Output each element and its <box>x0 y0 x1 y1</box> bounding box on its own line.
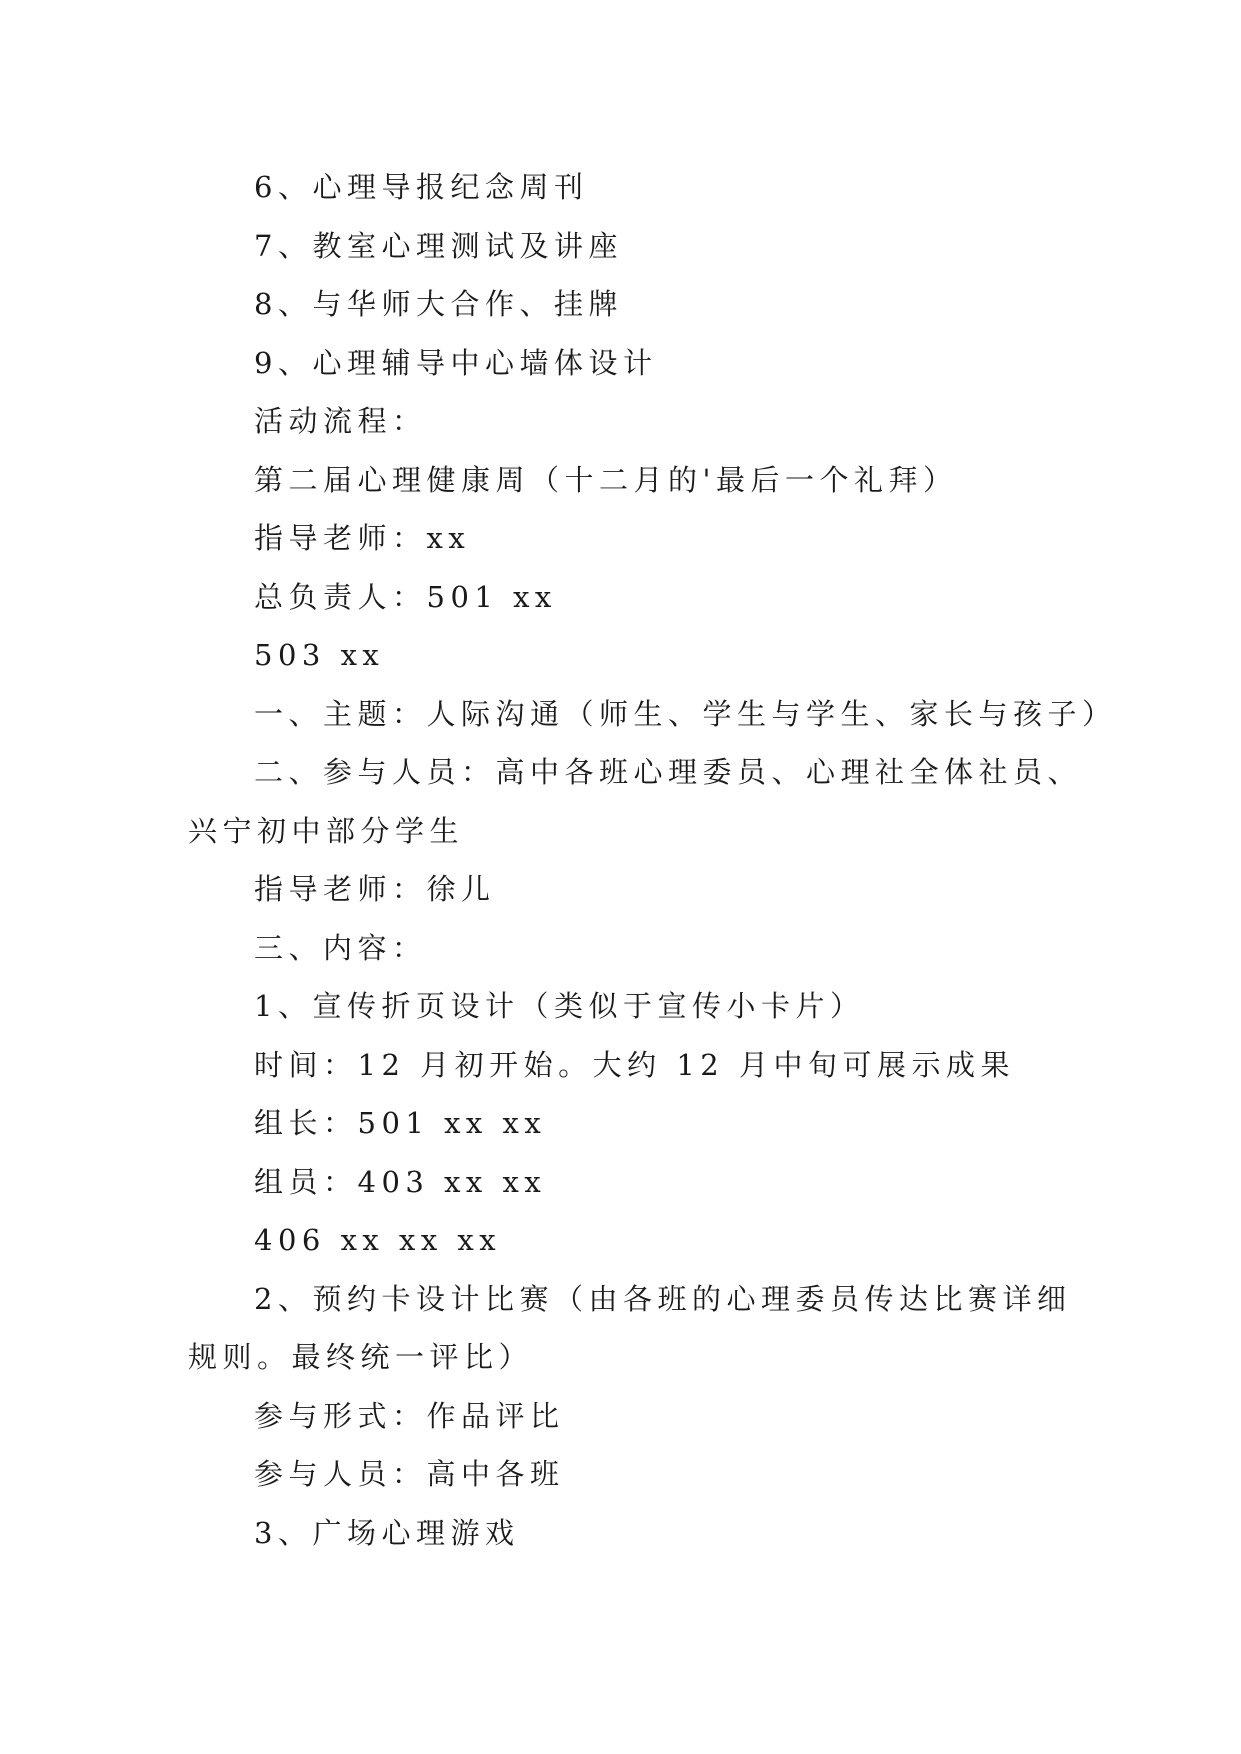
text-line: 参与人员：高中各班 <box>254 1457 565 1491</box>
text-line: 兴宁初中部分学生 <box>188 813 465 848</box>
text-line: 9、心理辅导中心墙体设计 <box>254 345 658 380</box>
text-line: 总负责人：501 xx <box>254 579 557 614</box>
section-heading: 三、内容： <box>254 930 427 965</box>
section-heading: 活动流程： <box>254 404 427 438</box>
text-line: 组长：501 xx xx <box>254 1106 547 1140</box>
document-body <box>188 158 1117 1562</box>
text-line: 3、广场心理游戏 <box>254 1515 520 1550</box>
text-line: 2、预约卡设计比赛（由各班的心理委员传达比赛详细 <box>254 1281 1072 1316</box>
text-line: 指导老师：徐儿 <box>254 872 496 906</box>
text-line: 6、心理导报纪念周刊 <box>254 170 589 204</box>
text-line: 7、教室心理测试及讲座 <box>254 228 623 263</box>
text-line: 1、宣传折页设计（类似于宣传小卡片） <box>254 989 865 1023</box>
text-line: 二、参与人员：高中各班心理委员、心理社全体社员、 <box>254 755 1083 789</box>
text-line: 8、与华师大合作、挂牌 <box>254 287 623 321</box>
text-line: 指导老师：xx <box>254 521 471 555</box>
text-line: 406 xx xx xx <box>254 1223 502 1257</box>
text-line: 时间：12 月初开始。大约 12 月中旬可展示成果 <box>254 1047 1015 1082</box>
text-line: 组员：403 xx xx <box>254 1164 547 1199</box>
text-line: 第二届心理健康周（十二月的'最后一个礼拜） <box>254 462 958 497</box>
text-line: 规则。最终统一评比） <box>188 1340 534 1374</box>
text-line: 一、主题：人际沟通（师生、学生与学生、家长与孩子） <box>254 696 1117 731</box>
text-line: 参与形式：作品评比 <box>254 1398 565 1433</box>
text-line: 503 xx <box>254 638 385 672</box>
